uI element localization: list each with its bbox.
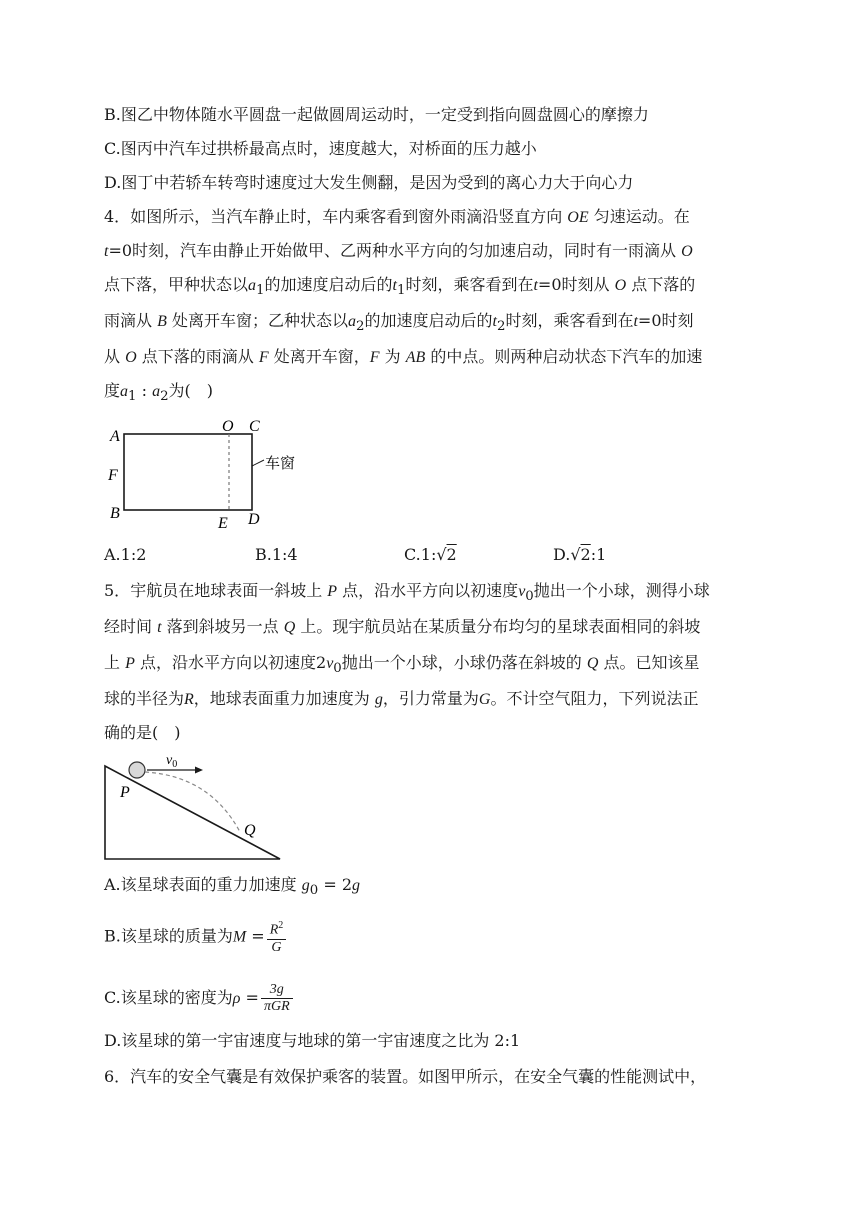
- q4-line-3: 点下落，甲种状态以$a_1$的加速度启动后的$t_1$时刻，乘客看到在t=0时刻从 O 点下落的: [104, 275, 696, 299]
- q5-option-b: B.该星球的质量为M = $\frac{R^2}{G}$: [104, 918, 286, 956]
- label-e: E: [218, 515, 228, 532]
- q4-option-d: D.√2:1: [553, 545, 607, 564]
- incline-projectile-diagram: [100, 748, 290, 864]
- q4-option-a: A.1:2: [104, 545, 147, 564]
- q5-option-d: D.该星球的第一宇宙速度与地球的第一宇宙速度之比为 2:1: [104, 1031, 521, 1050]
- q3-option-d: D.图丁中若轿车转弯时速度过大发生侧翻，是因为受到的离心力大于向心力: [104, 173, 634, 192]
- q4-option-c: C.1:√2: [404, 545, 457, 564]
- q6-line-1: 6．汽车的安全气囊是有效保护乘客的装置。如图甲所示，在安全气囊的性能测试中，: [104, 1067, 707, 1086]
- q5-option-a: A.该星球表面的重力加速度 $g_0 = 2g$: [104, 875, 360, 899]
- car-window-diagram: [104, 414, 314, 532]
- q4-option-b: B.1:4: [255, 545, 298, 564]
- q4-line-6: 度$a_1$ : $a_2$为( ): [104, 381, 214, 405]
- label-v0: $v_0$: [166, 753, 178, 770]
- label-c: C: [249, 418, 260, 435]
- q5-line-4: 球的半径为R，地球表面重力加速度为 g，引力常量为G。不计空气阻力，下列说法正: [104, 689, 699, 708]
- label-b: B: [110, 505, 120, 522]
- trajectory-path: [145, 772, 240, 832]
- q5-line-1: 5．宇航员在地球表面一斜坡上 P 点，沿水平方向以初速度$v_0$抛出一个小球，测得小球: [104, 581, 710, 605]
- q4-line-1: 4．如图所示，当汽车静止时，车内乘客看到窗外雨滴沿竖直方向 OE 匀速运动。在: [104, 207, 690, 226]
- q4-line-5: 从 O 点下落的雨滴从 F 处离开车窗，F 为 AB 的中点。则两种启动状态下汽车的加速: [104, 347, 703, 366]
- velocity-arrowhead: [195, 767, 203, 774]
- label-p: P: [120, 784, 130, 801]
- ball: [129, 762, 145, 778]
- label-window: 车窗: [265, 454, 296, 472]
- q3-option-b: B.图乙中物体随水平圆盘一起做圆周运动时，一定受到指向圆盘圆心的摩擦力: [104, 105, 649, 124]
- q5-line-3: 上 P 点，沿水平方向以初速度$2v_0$抛出一个小球，小球仍落在斜坡的 Q 点。已知该星: [104, 653, 700, 677]
- incline-slope: [105, 766, 280, 859]
- q5-option-c: C.该星球的密度为ρ = $\frac{3g}{\text{πGR}}$: [104, 982, 293, 1015]
- window-pointer: [252, 460, 264, 466]
- label-o: O: [222, 418, 234, 435]
- q5-line-2: 经时间 t 落到斜坡另一点 Q 上。现宇航员站在某质量分布均匀的星球表面相同的斜坡: [104, 617, 701, 636]
- label-f: F: [108, 467, 118, 484]
- label-q: Q: [244, 822, 256, 839]
- window-frame: [124, 434, 252, 510]
- label-d: D: [248, 511, 260, 528]
- q4-line-2: t=0时刻，汽车由静止开始做甲、乙两种水平方向的匀加速启动，同时有一雨滴从 O: [104, 241, 693, 260]
- q5-line-5: 确的是( ): [104, 723, 181, 742]
- q4-line-4: 雨滴从 B 处离开车窗；乙种状态以$a_2$的加速度启动后的$t_2$时刻，乘客看到在t=0时刻: [104, 311, 694, 335]
- q3-option-c: C.图丙中汽车过拱桥最高点时，速度越大，对桥面的压力越小: [104, 139, 537, 158]
- label-a: A: [110, 428, 120, 445]
